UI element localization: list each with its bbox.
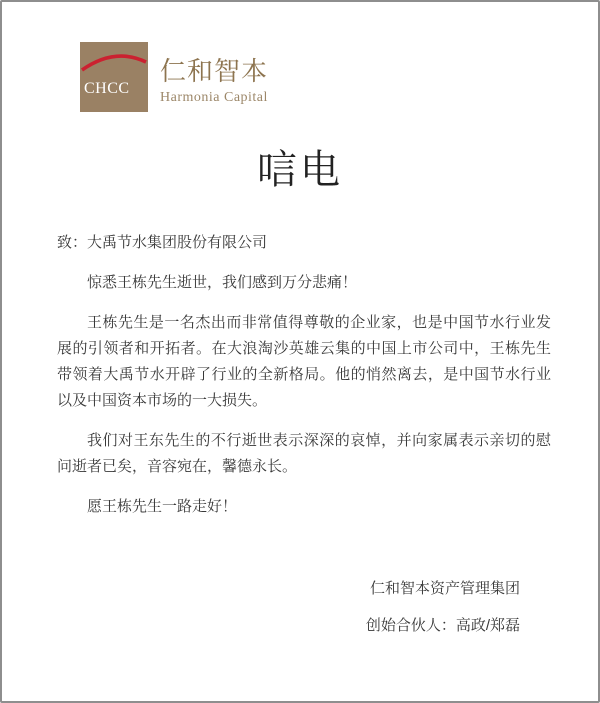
signature-signers: 创始合伙人：高政/郑磊 [365, 617, 520, 634]
chcc-logo-mark [80, 42, 148, 112]
logo-en-name: Harmonia Capital [160, 89, 268, 105]
red-arc-icon [80, 42, 148, 112]
letter-paragraph: 我们对王东先生的不行逝世表示深深的哀悼，并向家属表示亲切的慰问逝者已矣，音容宛在，馨德永长。 [57, 432, 551, 475]
logo-names [160, 42, 268, 106]
signature-org: 仁和智本资产管理集团 [369, 580, 520, 597]
signature-block [2, 576, 598, 639]
logo-monogram: CHCC [84, 80, 130, 97]
logo-cn-name: 仁和智本 [160, 57, 269, 86]
letter-paragraph: 愿王栋先生一路走好！ [87, 498, 238, 515]
letter-paragraph: 惊悉王栋先生逝世，我们感到万分悲痛！ [87, 274, 358, 291]
letter-body [57, 230, 551, 520]
recipient-line: 致：大禹节水集团股份有限公司 [57, 234, 268, 251]
letter-paragraph: 王栋先生是一名杰出而非常值得尊敬的企业家，也是中国节水行业发展的引领者和开拓者。在大浪淘沙英雄云集的中国上市公司中，王栋先生带领着大禹节水开辟了行业的全新格局。他的悄然离去，是中国节水行业以及中国资本市场的一大损失。 [57, 314, 551, 409]
letter-title: 唁电 [257, 148, 343, 192]
company-logo [80, 42, 598, 112]
